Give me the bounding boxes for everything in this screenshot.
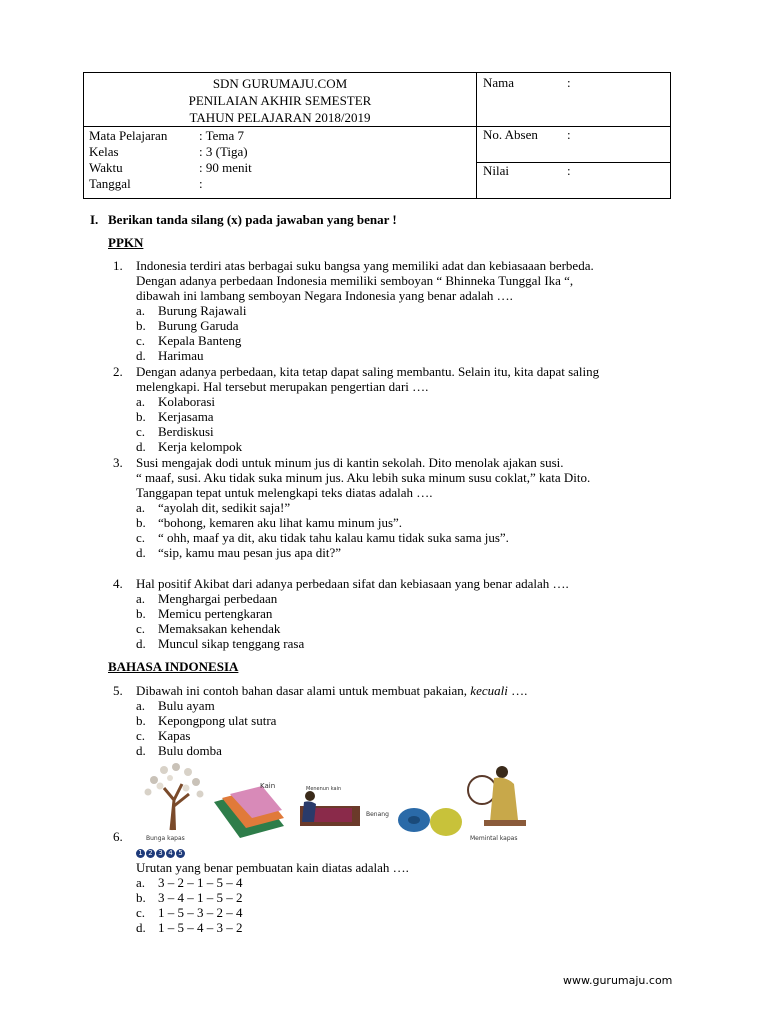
header-table <box>83 72 671 199</box>
date-value: : <box>199 176 203 191</box>
name-value: : <box>567 75 571 90</box>
question-text <box>136 683 527 698</box>
option-letter: d. <box>136 439 146 454</box>
label-benang: Benang <box>366 811 389 818</box>
option-text: Kerja kelompok <box>158 439 243 454</box>
option-text: “ ohh, maaf ya dit, aku tidak tahu kalau kamu tidak suka sama jus”. <box>158 530 509 545</box>
step-badge: 2 <box>146 849 155 858</box>
footer-url: www.gurumaju.com <box>563 974 673 987</box>
exam-info-cell <box>84 127 477 199</box>
option-text: Memicu pertengkaran <box>158 606 273 621</box>
spinning-image <box>468 766 526 826</box>
option-text: Bulu domba <box>158 743 222 758</box>
section-instruction: Berikan tanda silang (x) pada jawaban yang benar ! <box>108 212 397 227</box>
option-letter: a. <box>136 394 146 409</box>
option-letter: d. <box>136 743 146 758</box>
academic-year: TAHUN PELAJARAN 2018/2019 <box>189 110 371 125</box>
step-badges <box>136 845 186 858</box>
option-letter: c. <box>136 905 146 920</box>
question-text: “ maaf, susi. Aku tidak suka minum jus. Aku lebih suka minum susu coklat,” kata Dito. <box>136 470 591 485</box>
absen-label: No. Absen <box>483 127 538 142</box>
option-letter: c. <box>136 333 146 348</box>
absen-nilai-cell <box>477 127 671 199</box>
option-text: Memaksakan kehendak <box>158 621 281 636</box>
question-text: Urutan yang benar pembuatan kain diatas adalah …. <box>136 860 409 875</box>
option-text: Burung Rajawali <box>158 303 247 318</box>
label-bunga-kapas: Bunga kapas <box>146 835 185 842</box>
step-badge: 3 <box>156 849 165 858</box>
thread-spools-image <box>398 808 462 836</box>
option-letter: b. <box>136 606 146 621</box>
cotton-tree-image <box>145 763 204 830</box>
name-label: Nama <box>483 75 515 90</box>
option-letter: b. <box>136 890 146 905</box>
option-letter: a. <box>136 500 146 515</box>
question-text: Dengan adanya perbedaan Indonesia memiliki semboyan “ Bhinneka Tunggal Ika “, <box>136 273 574 288</box>
option-letter: a. <box>136 303 146 318</box>
school-cell <box>84 73 477 127</box>
fabric-process-illustration <box>134 760 529 844</box>
option-letter: c. <box>136 621 146 636</box>
step-badge: 5 <box>176 849 185 858</box>
option-text: Berdiskusi <box>158 424 214 439</box>
option-letter: a. <box>136 698 146 713</box>
option-text: Bulu ayam <box>158 698 215 713</box>
option-text: 1 – 5 – 3 – 2 – 4 <box>158 905 243 920</box>
question-number: 5. <box>113 683 123 698</box>
section-number: I. <box>90 212 99 227</box>
exam-title: PENILAIAN AKHIR SEMESTER <box>188 93 372 108</box>
option-text: Muncul sikap tenggang rasa <box>158 636 305 651</box>
absen-value: : <box>567 127 571 142</box>
subject-ppkn: PPKN <box>108 235 144 250</box>
option-text: 1 – 5 – 4 – 3 – 2 <box>158 920 243 935</box>
subject-label: Mata Pelajaran <box>89 128 168 143</box>
question-number: 1. <box>113 258 123 273</box>
question-text-italic: kecuali <box>470 683 508 698</box>
subject-value: : Tema 7 <box>199 128 245 143</box>
weaving-image <box>300 791 360 826</box>
option-letter: a. <box>136 875 146 890</box>
option-letter: b. <box>136 409 146 424</box>
option-text: “sip, kamu mau pesan jus apa dit?” <box>158 545 342 560</box>
name-cell <box>477 73 671 127</box>
question-text: Indonesia terdiri atas berbagai suku bangsa yang memiliki adat dan kebiasaaan berbeda. <box>136 258 594 273</box>
class-value: : 3 (Tiga) <box>199 144 248 159</box>
question-number: 6. <box>113 829 123 844</box>
label-menenun: Menenun kain <box>306 786 342 792</box>
option-text: Kepala Banteng <box>158 333 242 348</box>
option-text: 3 – 4 – 1 – 5 – 2 <box>158 890 243 905</box>
option-text: Kepongpong ulat sutra <box>158 713 277 728</box>
fabric-rolls-image <box>214 786 284 838</box>
question-text-main: Dibawah ini contoh bahan dasar alami untuk membuat pakaian, <box>136 683 468 698</box>
option-letter: c. <box>136 728 146 743</box>
score-value: : <box>567 163 571 178</box>
question-text: Susi mengajak dodi untuk minum jus di kantin sekolah. Dito menolak ajakan susi. <box>136 455 564 470</box>
option-text: Kolaborasi <box>158 394 216 409</box>
option-letter: d. <box>136 545 146 560</box>
question-number: 4. <box>113 576 123 591</box>
option-letter: c. <box>136 530 146 545</box>
question-text: Tanggapan tepat untuk melengkapi teks diatas adalah …. <box>136 485 433 500</box>
date-label: Tanggal <box>89 176 131 191</box>
label-memintal: Memintal kapas <box>470 835 518 842</box>
option-text: 3 – 2 – 1 – 5 – 4 <box>158 875 243 890</box>
question-text: dibawah ini lambang semboyan Negara Indonesia yang benar adalah …. <box>136 288 513 303</box>
option-text: Harimau <box>158 348 204 363</box>
option-letter: d. <box>136 920 146 935</box>
option-text: “ayolah dit, sedikit saja!” <box>158 500 291 515</box>
question-number: 3. <box>113 455 123 470</box>
school-name: SDN GURUMAJU.COM <box>212 76 348 91</box>
option-text: Kapas <box>158 728 191 743</box>
time-value: : 90 menit <box>199 160 252 175</box>
option-letter: d. <box>136 348 146 363</box>
option-letter: c. <box>136 424 146 439</box>
class-label: Kelas <box>89 144 119 159</box>
option-letter: b. <box>136 318 146 333</box>
option-text: Menghargai perbedaan <box>158 591 278 606</box>
time-label: Waktu <box>89 160 123 175</box>
option-letter: d. <box>136 636 146 651</box>
step-badge: 4 <box>166 849 175 858</box>
option-text: Kerjasama <box>158 409 214 424</box>
option-text: Burung Garuda <box>158 318 239 333</box>
question-text: Dengan adanya perbedaan, kita tetap dapat saling membantu. Selain itu, kita dapat saling <box>136 364 600 379</box>
option-letter: a. <box>136 591 146 606</box>
step-badge: 1 <box>136 849 145 858</box>
score-label: Nilai <box>483 163 509 178</box>
question-text: Hal positif Akibat dari adanya perbedaan sifat dan kebiasaan yang benar adalah …. <box>136 576 569 591</box>
label-kain: Kain <box>260 782 276 790</box>
option-letter: b. <box>136 713 146 728</box>
question-text-tail: …. <box>507 683 528 698</box>
question-text: melengkapi. Hal tersebut merupakan pengertian dari …. <box>136 379 429 394</box>
option-text: “bohong, kemaren aku lihat kamu minum jus”. <box>158 515 403 530</box>
question-number: 2. <box>113 364 123 379</box>
subject-bahasa: BAHASA INDONESIA <box>108 659 239 674</box>
option-letter: b. <box>136 515 146 530</box>
